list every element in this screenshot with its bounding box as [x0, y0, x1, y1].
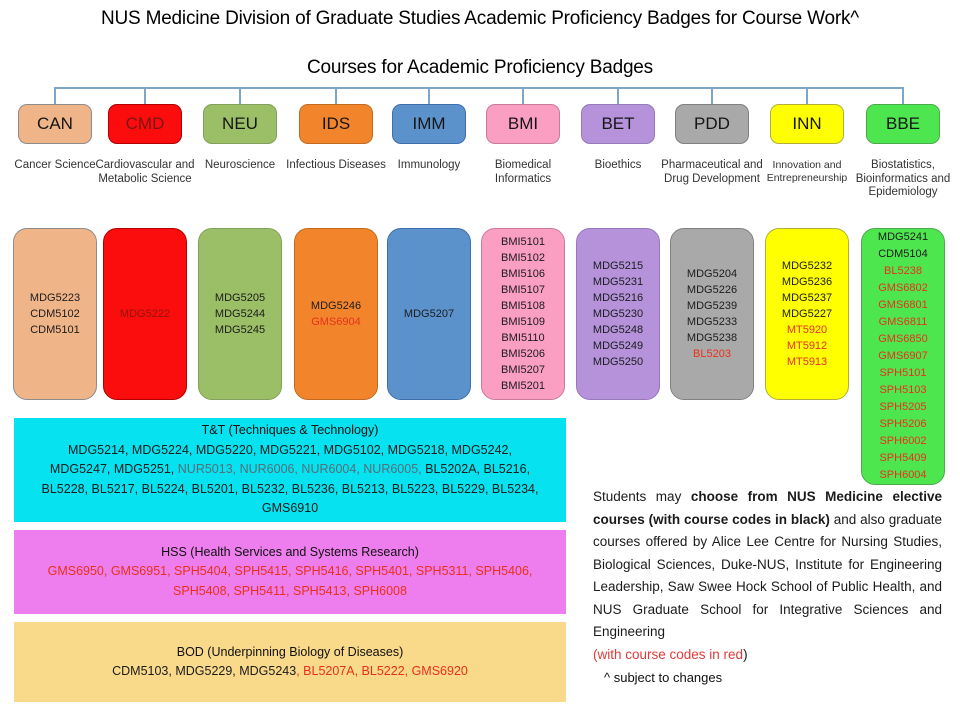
bar-line-segment: MDG5214, MDG5224, MDG5220, MDG5221, MDG5102, MDG5218, MDG5242,: [68, 442, 512, 457]
course-code: MDG5237: [781, 292, 833, 304]
bar-line: [262, 499, 318, 519]
course-code: SPH6004: [879, 469, 927, 481]
course-code: BL5238: [884, 265, 922, 277]
course-code: MDG5238: [686, 332, 738, 344]
connector-stub: [54, 87, 56, 104]
note-segment: choose from NUS Medicine elective courses (with course codes in black): [593, 489, 942, 527]
bar-line: [112, 662, 468, 682]
course-code: BMI5201: [500, 380, 546, 392]
note-segment: Students may: [593, 489, 691, 504]
course-code: SPH5103: [879, 384, 927, 396]
course-code: SPH5205: [879, 401, 927, 413]
course-box-ids: [294, 228, 378, 400]
course-box-neu: [198, 228, 282, 400]
bar-title: T&T (Techniques & Technology): [201, 423, 379, 438]
course-code: MDG5232: [781, 260, 833, 272]
badge-bet: [581, 104, 655, 144]
course-code: MDG5230: [592, 308, 644, 320]
course-code: BMI5206: [500, 348, 546, 360]
course-code: CDM5101: [30, 324, 80, 336]
badge-label: IMM: [412, 114, 446, 133]
badge-pdd: [675, 104, 749, 144]
course-code: MDG5246: [310, 300, 362, 312]
badge-label: BET: [601, 114, 635, 133]
course-code: MDG5236: [781, 276, 833, 288]
connector-stub: [428, 87, 430, 104]
badge-description: Cancer Science: [14, 159, 96, 171]
bar-title: HSS (Health Services and Systems Research): [161, 544, 419, 559]
badge-description: Pharmaceutical and Drug Development: [661, 159, 763, 185]
course-code: BMI5107: [500, 284, 546, 296]
course-code: MDG5215: [592, 260, 644, 272]
course-code: MDG5204: [686, 268, 738, 280]
course-code: MDG5239: [686, 300, 738, 312]
badge-label: BMI: [507, 114, 539, 133]
course-box-bet: [576, 228, 660, 400]
bar-title: BOD (Underpinning Biology of Diseases): [176, 644, 404, 659]
bar-line: [50, 460, 530, 480]
course-box-bbe: [861, 228, 945, 485]
connector-stub: [144, 87, 146, 104]
course-code: MDG5223: [29, 292, 81, 304]
bar-line-segment: GMS6950, GMS6951, SPH5404, SPH5415, SPH5416, SPH5401, SPH5311, SPH5406,: [47, 564, 533, 579]
badge-bbe: [866, 104, 940, 144]
course-code: MDG5233: [686, 316, 738, 328]
course-code: BMI5110: [501, 332, 545, 344]
bar-line: [48, 562, 533, 582]
course-box-bmi: [481, 228, 565, 400]
bar-line: [68, 441, 512, 461]
bar-tt: [14, 418, 566, 522]
course-code: BMI5106: [500, 268, 546, 280]
course-code: BMI5207: [500, 364, 546, 376]
page-title: NUS Medicine Division of Graduate Studies Academic Proficiency Badges for Course Work^: [100, 8, 860, 29]
course-code: MDG5226: [686, 284, 738, 296]
course-code: MDG5207: [403, 308, 455, 320]
course-code: SPH5409: [879, 452, 927, 464]
page-subtitle: Courses for Academic Proficiency Badges: [307, 57, 653, 78]
course-code: MT5913: [786, 356, 828, 368]
course-code: MDG5216: [592, 292, 644, 304]
course-code: MDG5249: [592, 340, 644, 352]
badge-description: Immunology: [397, 159, 461, 171]
badge-neu: [203, 104, 277, 144]
course-code: MDG5241: [877, 231, 929, 243]
badge-inn: [770, 104, 844, 144]
connector-stub: [617, 87, 619, 104]
badge-label: CAN: [37, 114, 73, 133]
bar-line-segment: MDG5247, MDG5251,: [49, 462, 178, 477]
badge-bmi: [486, 104, 560, 144]
note-text: [593, 486, 942, 666]
footnote: ^ subject to changes: [604, 670, 723, 685]
course-code: BMI5108: [500, 300, 546, 312]
course-code: GMS6811: [878, 316, 928, 328]
bar-line-segment: BL5228, BL5217, BL5224, BL5201, BL5232, BL5236, BL5213, BL5223, BL5229, BL5234,: [41, 481, 539, 496]
course-code: GMS6904: [311, 316, 361, 328]
bar-line-segment: GMS6910: [261, 501, 319, 516]
course-code: GMS6907: [878, 350, 928, 362]
badge-label: INN: [792, 114, 822, 133]
badge-ids: [299, 104, 373, 144]
badge-description: Cardiovascular and Metabolic Science: [95, 159, 195, 185]
course-code: GMS6801: [878, 299, 928, 311]
connector-stub: [522, 87, 524, 104]
course-code: MDG5248: [592, 324, 644, 336]
course-code: GMS6802: [878, 282, 928, 294]
bar-line-segment: BL5202A, BL5216,: [425, 462, 531, 477]
bar-line-segment: , BL5207A, BL5222, GMS6920: [296, 664, 468, 678]
bar-line-segment: SPH5408, SPH5411, SPH5413, SPH6008: [173, 583, 407, 598]
course-code: CDM5104: [878, 248, 928, 260]
course-box-cmd: [103, 228, 187, 400]
badge-description: Biostatistics, Bioinformatics and Epidemiology: [855, 159, 951, 198]
course-box-pdd: [670, 228, 754, 400]
course-code: MDG5244: [214, 308, 266, 320]
badge-label: NEU: [222, 114, 258, 133]
course-code: BL5203: [693, 348, 731, 360]
bar-line-segment: NUR5013, NUR6006, NUR6004, NUR6005,: [177, 462, 426, 477]
bar-hss: [14, 530, 566, 614]
course-box-inn: [765, 228, 849, 400]
course-code: GMS6850: [878, 333, 928, 345]
connector-stub: [902, 87, 904, 104]
bar-bod: [14, 622, 566, 702]
badge-description: Neuroscience: [204, 159, 276, 171]
course-code: MDG5222: [119, 308, 171, 320]
badge-can: [18, 104, 92, 144]
badge-label: PDD: [694, 114, 730, 133]
note-segment: (with course codes in red: [593, 646, 744, 662]
note-segment: and also graduate courses offered by Alice Lee Centre for Nursing Studies, Biological Sciences, Duke-NUS, Institute for Engineering Leadership, Saw Swee Hock School of Public Health, and NUS Graduate School for Integrative Sciences and Engineering: [593, 511, 942, 639]
badge-description: Infectious Diseases: [286, 159, 386, 171]
badge-cmd: [108, 104, 182, 144]
note-segment: ): [743, 646, 748, 662]
course-code: MT5912: [786, 340, 828, 352]
course-code: BMI5101: [500, 236, 546, 248]
badge-label: CMD: [125, 114, 165, 133]
connector-line: [55, 87, 903, 89]
course-box-imm: [387, 228, 471, 400]
course-code: BMI5102: [500, 252, 546, 264]
course-code: MDG5227: [781, 308, 833, 320]
course-code: SPH5206: [879, 418, 927, 430]
connector-stub: [806, 87, 808, 104]
connector-stub: [239, 87, 241, 104]
course-box-can: [13, 228, 97, 400]
course-code: SPH5101: [879, 367, 927, 379]
course-code: CDM5102: [30, 308, 80, 320]
course-code: MDG5231: [592, 276, 644, 288]
badge-label: IDS: [321, 114, 351, 133]
course-code: MDG5250: [592, 356, 644, 368]
badge-description: Bioethics: [594, 159, 642, 171]
badge-description: Innovation and Entrepreneurship: [766, 159, 848, 184]
course-code: MDG5205: [214, 292, 266, 304]
bar-line-segment: CDM5103, MDG5229, MDG5243: [112, 664, 297, 678]
course-code: SPH6002: [879, 435, 927, 447]
course-code: BMI5109: [500, 316, 546, 328]
badge-description: Biomedical Informatics: [494, 159, 552, 185]
connector-stub: [711, 87, 713, 104]
bar-line: [173, 582, 407, 602]
bar-line: [42, 480, 539, 500]
course-code: MT5920: [786, 324, 828, 336]
badge-imm: [392, 104, 466, 144]
badge-label: BBE: [885, 114, 921, 133]
connector-stub: [335, 87, 337, 104]
course-code: MDG5245: [214, 324, 266, 336]
